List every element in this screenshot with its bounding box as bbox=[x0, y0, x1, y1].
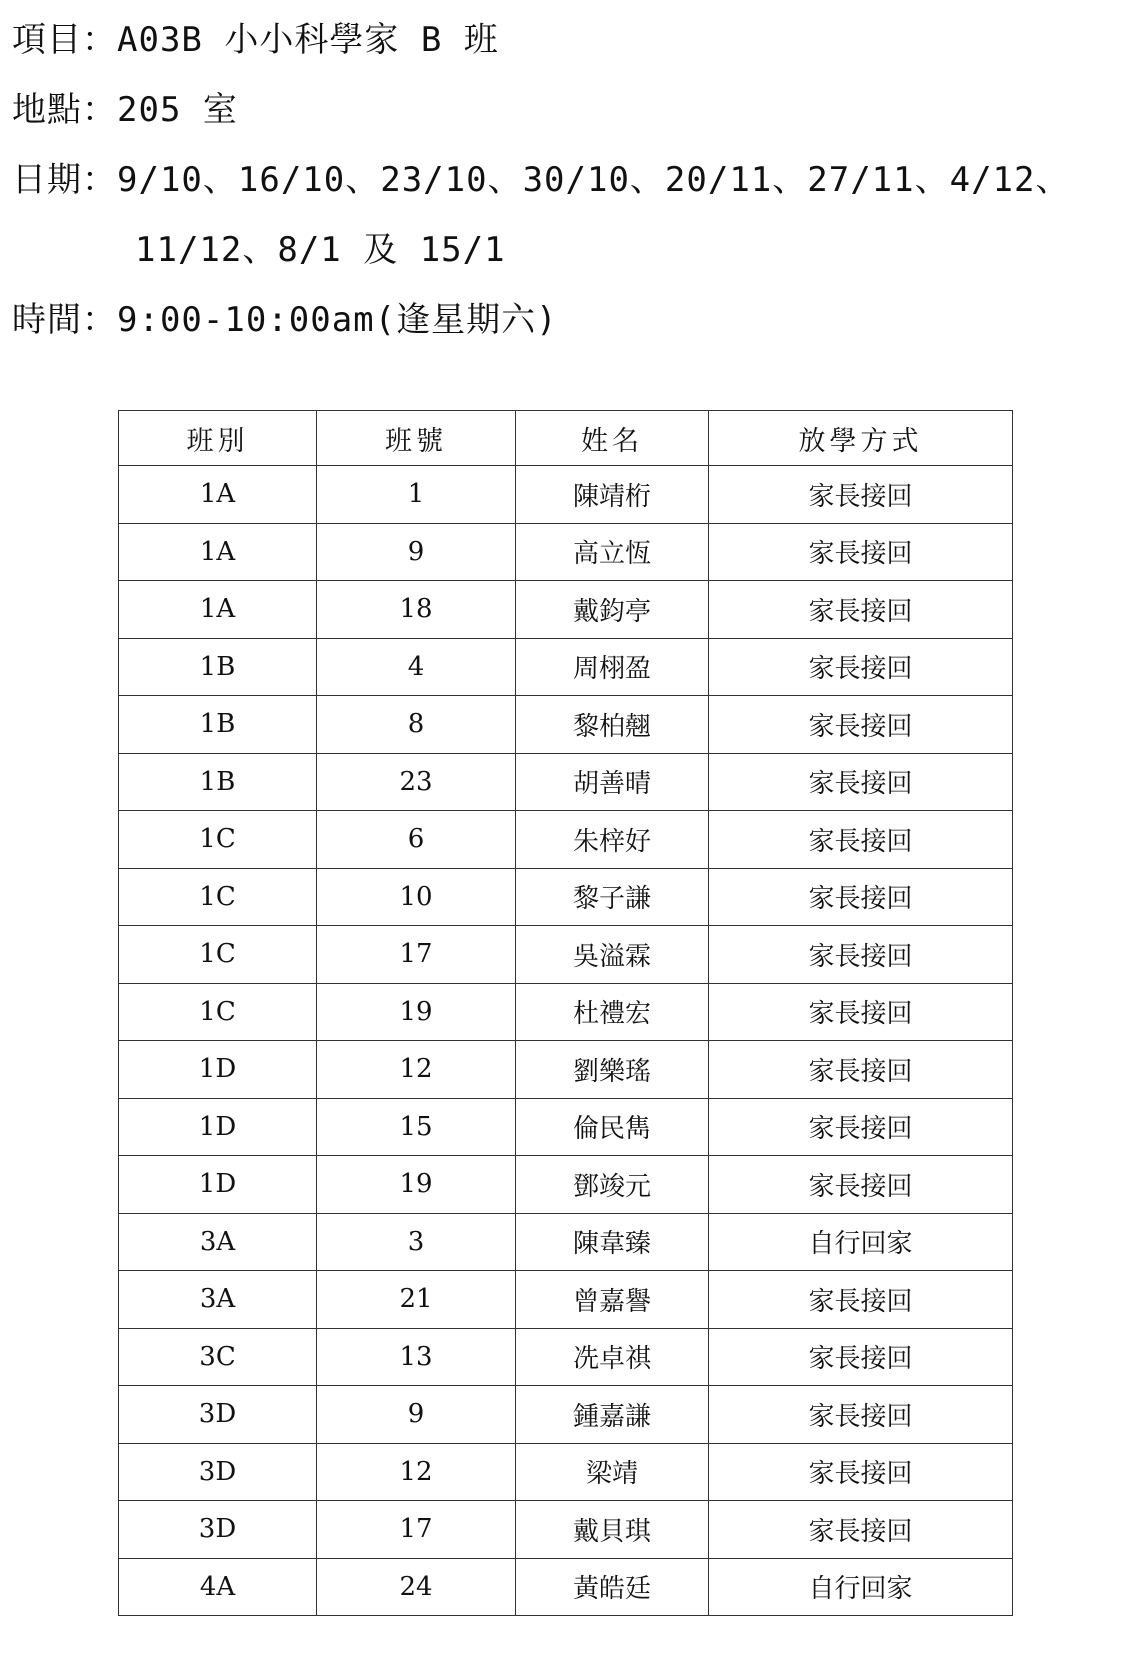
cell-class: 1A bbox=[119, 523, 317, 581]
cell-class-number: 12 bbox=[317, 1443, 516, 1501]
table-row bbox=[119, 1271, 1013, 1329]
date-line bbox=[12, 158, 1071, 202]
cell-student-name: 朱梓好 bbox=[516, 811, 709, 869]
cell-student-name: 高立恆 bbox=[516, 523, 709, 581]
cell-dismissal-method: 家長接回 bbox=[709, 1501, 1013, 1559]
table-row bbox=[119, 926, 1013, 984]
date-value-line2: 11/12、8/1 及 15/1 bbox=[135, 230, 506, 270]
cell-dismissal-method: 家長接回 bbox=[709, 696, 1013, 754]
cell-class: 3A bbox=[119, 1271, 317, 1329]
cell-class: 1C bbox=[119, 811, 317, 869]
cell-dismissal-method: 家長接回 bbox=[709, 523, 1013, 581]
cell-class: 1D bbox=[119, 1156, 317, 1214]
cell-student-name: 黎柏翹 bbox=[516, 696, 709, 754]
cell-student-name: 黃皓廷 bbox=[516, 1558, 709, 1616]
cell-dismissal-method: 家長接回 bbox=[709, 926, 1013, 984]
cell-student-name: 杜禮宏 bbox=[516, 983, 709, 1041]
cell-class: 1C bbox=[119, 868, 317, 926]
cell-class: 3D bbox=[119, 1386, 317, 1444]
cell-class-number: 10 bbox=[317, 868, 516, 926]
cell-dismissal-method: 家長接回 bbox=[709, 581, 1013, 639]
location-value: 205 室 bbox=[117, 90, 238, 130]
table-row bbox=[119, 753, 1013, 811]
table-row bbox=[119, 466, 1013, 524]
table-row bbox=[119, 523, 1013, 581]
cell-class: 1C bbox=[119, 926, 317, 984]
table-row bbox=[119, 1213, 1013, 1271]
cell-class-number: 6 bbox=[317, 811, 516, 869]
table-row bbox=[119, 638, 1013, 696]
date-value-line1: 9/10、16/10、23/10、30/10、20/11、27/11、4/12、 bbox=[117, 160, 1071, 200]
cell-class: 3D bbox=[119, 1501, 317, 1559]
cell-dismissal-method: 家長接回 bbox=[709, 638, 1013, 696]
cell-dismissal-method: 家長接回 bbox=[709, 466, 1013, 524]
cell-dismissal-method: 家長接回 bbox=[709, 868, 1013, 926]
cell-class: 3D bbox=[119, 1443, 317, 1501]
project-value: A03B 小小科學家 B 班 bbox=[117, 20, 499, 60]
cell-class: 3C bbox=[119, 1328, 317, 1386]
cell-class-number: 18 bbox=[317, 581, 516, 639]
cell-class-number: 23 bbox=[317, 753, 516, 811]
cell-student-name: 戴鈞亭 bbox=[516, 581, 709, 639]
cell-student-name: 黎子謙 bbox=[516, 868, 709, 926]
student-roster-table bbox=[118, 410, 1013, 1616]
cell-dismissal-method: 家長接回 bbox=[709, 983, 1013, 1041]
location-line bbox=[12, 88, 238, 132]
header-class-number: 班號 bbox=[317, 411, 516, 466]
table-row bbox=[119, 811, 1013, 869]
cell-student-name: 陳韋臻 bbox=[516, 1213, 709, 1271]
cell-class: 1C bbox=[119, 983, 317, 1041]
cell-class-number: 17 bbox=[317, 926, 516, 984]
cell-dismissal-method: 家長接回 bbox=[709, 1098, 1013, 1156]
table-row bbox=[119, 983, 1013, 1041]
cell-class-number: 13 bbox=[317, 1328, 516, 1386]
cell-dismissal-method: 家長接回 bbox=[709, 1041, 1013, 1099]
cell-dismissal-method: 自行回家 bbox=[709, 1213, 1013, 1271]
table-row bbox=[119, 1386, 1013, 1444]
cell-class: 1B bbox=[119, 638, 317, 696]
cell-student-name: 胡善晴 bbox=[516, 753, 709, 811]
cell-class-number: 12 bbox=[317, 1041, 516, 1099]
cell-dismissal-method: 自行回家 bbox=[709, 1558, 1013, 1616]
cell-class: 1B bbox=[119, 753, 317, 811]
cell-class-number: 3 bbox=[317, 1213, 516, 1271]
cell-student-name: 周栩盈 bbox=[516, 638, 709, 696]
cell-class-number: 21 bbox=[317, 1271, 516, 1329]
cell-student-name: 吳溢霖 bbox=[516, 926, 709, 984]
cell-student-name: 曾嘉譽 bbox=[516, 1271, 709, 1329]
table-row bbox=[119, 1443, 1013, 1501]
cell-class-number: 17 bbox=[317, 1501, 516, 1559]
cell-dismissal-method: 家長接回 bbox=[709, 811, 1013, 869]
cell-dismissal-method: 家長接回 bbox=[709, 753, 1013, 811]
cell-student-name: 倫民雋 bbox=[516, 1098, 709, 1156]
table-row bbox=[119, 581, 1013, 639]
cell-class: 4A bbox=[119, 1558, 317, 1616]
time-line bbox=[12, 298, 558, 342]
cell-student-name: 冼卓祺 bbox=[516, 1328, 709, 1386]
cell-student-name: 鍾嘉謙 bbox=[516, 1386, 709, 1444]
cell-class-number: 24 bbox=[317, 1558, 516, 1616]
cell-class-number: 9 bbox=[317, 523, 516, 581]
table-row bbox=[119, 696, 1013, 754]
cell-class-number: 8 bbox=[317, 696, 516, 754]
table-row bbox=[119, 1558, 1013, 1616]
cell-student-name: 戴貝琪 bbox=[516, 1501, 709, 1559]
project-label: 項目： bbox=[12, 20, 117, 60]
cell-student-name: 陳靖桁 bbox=[516, 466, 709, 524]
cell-class-number: 9 bbox=[317, 1386, 516, 1444]
cell-student-name: 梁靖 bbox=[516, 1443, 709, 1501]
table-row bbox=[119, 1098, 1013, 1156]
cell-student-name: 劉樂瑤 bbox=[516, 1041, 709, 1099]
date-label: 日期： bbox=[12, 160, 117, 200]
cell-dismissal-method: 家長接回 bbox=[709, 1156, 1013, 1214]
header-student-name: 姓名 bbox=[516, 411, 709, 466]
cell-class-number: 1 bbox=[317, 466, 516, 524]
cell-class: 1A bbox=[119, 466, 317, 524]
cell-class: 1D bbox=[119, 1098, 317, 1156]
cell-class-number: 4 bbox=[317, 638, 516, 696]
time-label: 時間： bbox=[12, 300, 117, 340]
cell-dismissal-method: 家長接回 bbox=[709, 1271, 1013, 1329]
table-row bbox=[119, 1041, 1013, 1099]
location-label: 地點： bbox=[12, 90, 117, 130]
cell-class-number: 15 bbox=[317, 1098, 516, 1156]
time-value: 9:00-10:00am(逢星期六) bbox=[117, 300, 558, 340]
cell-class: 3A bbox=[119, 1213, 317, 1271]
cell-class-number: 19 bbox=[317, 983, 516, 1041]
cell-dismissal-method: 家長接回 bbox=[709, 1328, 1013, 1386]
table-row bbox=[119, 868, 1013, 926]
cell-class: 1D bbox=[119, 1041, 317, 1099]
project-line bbox=[12, 18, 499, 62]
cell-student-name: 鄧竣元 bbox=[516, 1156, 709, 1214]
cell-dismissal-method: 家長接回 bbox=[709, 1443, 1013, 1501]
cell-class-number: 19 bbox=[317, 1156, 516, 1214]
table-row bbox=[119, 1156, 1013, 1214]
table-row bbox=[119, 1328, 1013, 1386]
header-class: 班別 bbox=[119, 411, 317, 466]
cell-class: 1B bbox=[119, 696, 317, 754]
header-dismissal-method: 放學方式 bbox=[709, 411, 1013, 466]
table-header-row bbox=[119, 411, 1013, 466]
cell-dismissal-method: 家長接回 bbox=[709, 1386, 1013, 1444]
table-body bbox=[119, 466, 1013, 1616]
table-row bbox=[119, 1501, 1013, 1559]
cell-class: 1A bbox=[119, 581, 317, 639]
